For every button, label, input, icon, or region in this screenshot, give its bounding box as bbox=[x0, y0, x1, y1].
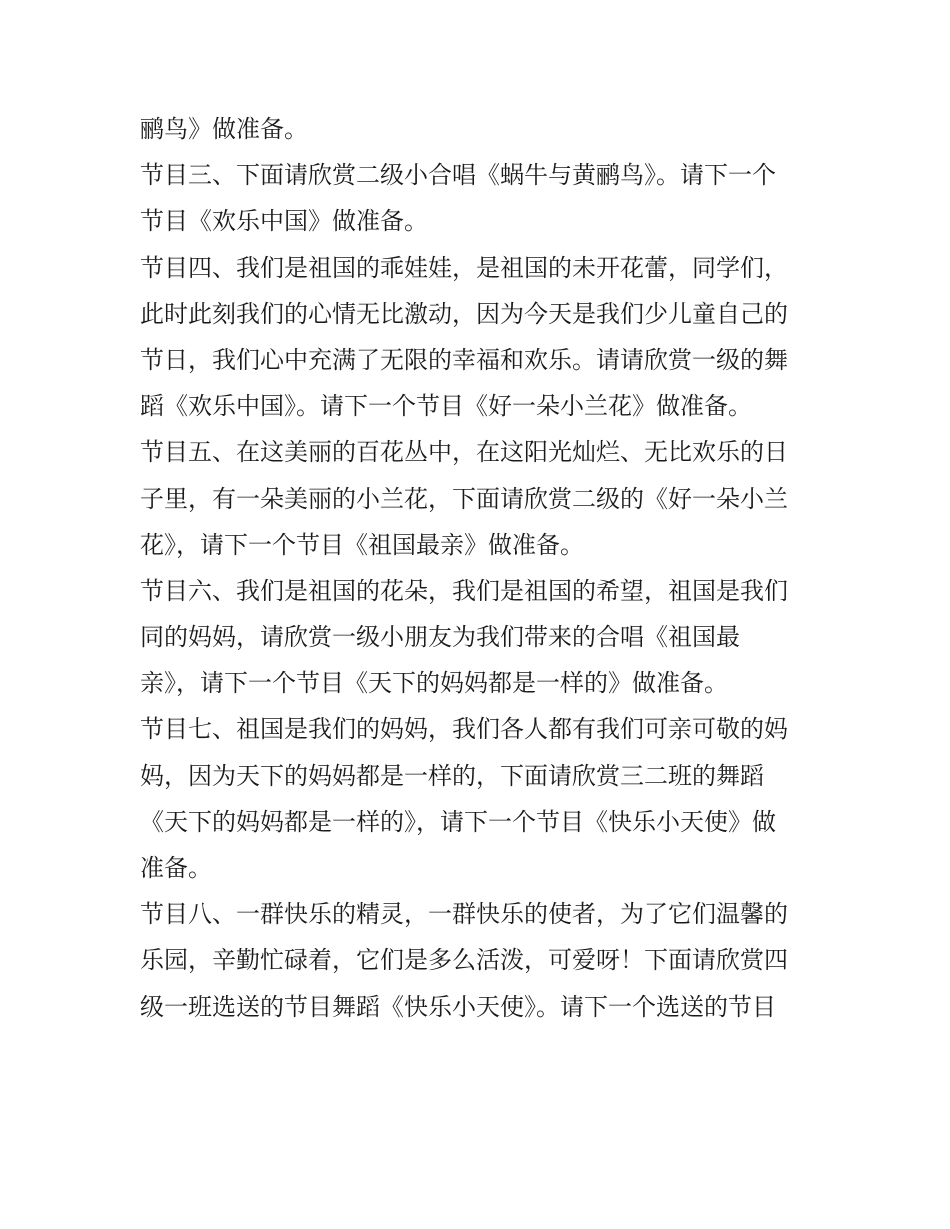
text-line: 亲》，请下一个节目《天下的妈妈都是一样的》做准备。 bbox=[140, 669, 728, 698]
text-line: 此时此刻我们的心情无比激动，因为今天是我们少儿童自己的 bbox=[140, 299, 788, 328]
text-line: 节目六、我们是祖国的花朵，我们是祖国的希望，祖国是我们 bbox=[140, 576, 788, 605]
document-body bbox=[140, 106, 820, 1030]
text-line: 《天下的妈妈都是一样的》，请下一个节目《快乐小天使》做 bbox=[140, 807, 776, 836]
text-line: 节目七、祖国是我们的妈妈，我们各人都有我们可亲可敬的妈 bbox=[140, 715, 788, 744]
text-line: 鹂鸟》做准备。 bbox=[140, 115, 308, 143]
text-line: 蹈《欢乐中国》。请下一个节目《好一朵小兰花》做准备。 bbox=[140, 392, 752, 421]
text-line: 节目五、在这美丽的百花丛中，在这阳光灿烂、无比欢乐的日 bbox=[140, 438, 788, 467]
text-line: 节日，我们心中充满了无限的幸福和欢乐。请请欣赏一级的舞 bbox=[140, 345, 788, 374]
text-line: 节目四、我们是祖国的乖娃娃，是祖国的未开花蕾，同学们， bbox=[140, 253, 788, 282]
text-line: 准备。 bbox=[140, 854, 212, 882]
text-line: 节目三、下面请欣赏二级小合唱《蜗牛与黄鹂鸟》。请下一个 bbox=[140, 161, 776, 190]
text-line: 乐园，辛勤忙碌着，它们是多么活泼，可爱呀！下面请欣赏四 bbox=[140, 946, 788, 975]
text-line: 节目《欢乐中国》做准备。 bbox=[140, 207, 428, 236]
text-line: 花》，请下一个节目《祖国最亲》做准备。 bbox=[140, 530, 584, 559]
text-line: 节目八、一群快乐的精灵，一群快乐的使者，为了它们温馨的 bbox=[140, 900, 788, 929]
text-line: 级一班选送的节目舞蹈《快乐小天使》。请下一个选送的节目 bbox=[140, 992, 776, 1021]
text-line: 妈，因为天下的妈妈都是一样的，下面请欣赏三二班的舞蹈 bbox=[140, 761, 764, 790]
text-line: 同的妈妈，请欣赏一级小朋友为我们带来的合唱《祖国最 bbox=[140, 623, 740, 652]
text-line: 子里，有一朵美丽的小兰花，下面请欣赏二级的《好一朵小兰 bbox=[140, 484, 788, 513]
